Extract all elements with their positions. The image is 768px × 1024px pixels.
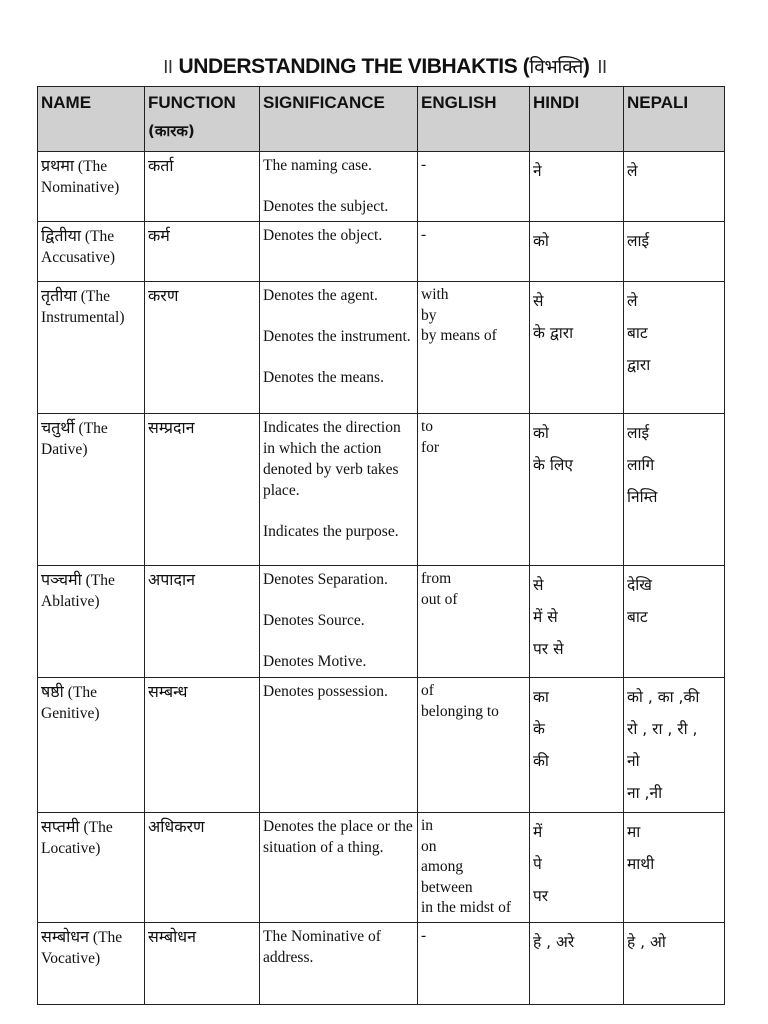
english-line: from <box>421 570 452 587</box>
cell-function: सम्बोधन <box>145 923 260 1005</box>
significance-line: Denotes the agent. <box>263 287 378 304</box>
cell-name <box>38 152 145 222</box>
case-name-devanagari: षष्ठी <box>41 682 64 701</box>
cell-nepali <box>624 566 725 678</box>
cell-hindi <box>530 414 624 566</box>
table-row <box>38 813 725 923</box>
nepali-line: लाई <box>627 232 650 250</box>
cell-name <box>38 678 145 813</box>
hindi-line: हे , अरे <box>533 933 575 951</box>
significance-line: Denotes the subject. <box>263 198 389 215</box>
cell-hindi <box>530 566 624 678</box>
hindi-line: को <box>533 424 549 442</box>
cell-name <box>38 222 145 282</box>
english-line: by <box>421 306 437 324</box>
hindi-line: ने <box>533 162 542 180</box>
hindi-line: में <box>533 823 543 841</box>
english-line: belonging to <box>421 702 499 720</box>
nepali-line: द्वारा <box>627 356 651 374</box>
hindi-line: में से <box>533 608 558 626</box>
cell-function: अधिकरण <box>145 813 260 923</box>
case-name-english: (The Instrumental) <box>41 288 125 326</box>
case-name-english: (The Dative) <box>41 420 108 458</box>
hindi-line: पर से <box>533 640 564 658</box>
english-line: in the midst of <box>421 899 511 916</box>
nepali-line: देखि <box>627 576 652 594</box>
header-significance: SIGNIFICANCE <box>260 87 418 152</box>
english-line: on <box>421 837 437 855</box>
cell-name <box>38 414 145 566</box>
english-line: with <box>421 286 449 303</box>
significance-line: Denotes Source. <box>263 612 365 629</box>
cell-hindi <box>530 152 624 222</box>
title-main-text: UNDERSTANDING THE VIBHAKTIS ( <box>178 55 530 78</box>
significance-line: Denotes possession. <box>263 683 388 700</box>
cell-significance <box>260 923 418 1005</box>
nepali-line: निम्ति <box>627 488 658 506</box>
cell-english <box>418 414 530 566</box>
cell-nepali <box>624 152 725 222</box>
case-name-english: (The Vocative) <box>41 929 123 967</box>
english-line: - <box>421 927 427 944</box>
page-title <box>0 52 768 80</box>
hindi-line: से <box>533 292 544 310</box>
table-row <box>38 566 725 678</box>
cell-significance <box>260 414 418 566</box>
english-line: by means of <box>421 327 497 344</box>
english-line: of <box>421 682 434 699</box>
cell-english <box>418 152 530 222</box>
cell-name <box>38 282 145 414</box>
header-nepali: NEPALI <box>624 87 725 152</box>
nepali-line: लाई <box>627 424 650 442</box>
cell-function: कर्ता <box>145 152 260 222</box>
nepali-line: को , का ,की <box>627 688 700 706</box>
case-name-english: (The Locative) <box>41 819 113 857</box>
significance-line: The naming case. <box>263 157 372 174</box>
hindi-line: की <box>533 752 549 770</box>
cell-function: सम्बन्ध <box>145 678 260 813</box>
cell-hindi <box>530 813 624 923</box>
cell-english <box>418 813 530 923</box>
hindi-line: से <box>533 576 544 594</box>
cell-function: अपादान <box>145 566 260 678</box>
table-row <box>38 152 725 222</box>
significance-line: Denotes the means. <box>263 369 384 386</box>
hindi-line: के <box>533 720 545 738</box>
hindi-line: पर <box>533 887 549 905</box>
cell-nepali <box>624 813 725 923</box>
cell-significance <box>260 222 418 282</box>
nepali-line: लागि <box>627 456 655 474</box>
nepali-line: नो <box>627 752 640 770</box>
nepali-line: ले <box>627 292 638 310</box>
significance-line: Denotes the place or the situation of a thing. <box>263 818 413 856</box>
vibhakti-table <box>37 86 725 1005</box>
title-devanagari: विभक्ति <box>529 56 583 78</box>
cell-nepali <box>624 414 725 566</box>
case-name-devanagari: सप्तमी <box>41 817 80 836</box>
cell-english <box>418 566 530 678</box>
significance-line: Indicates the direction in which the action denoted by verb takes place. <box>263 419 401 499</box>
nepali-line: ना ,नी <box>627 784 663 802</box>
hindi-line: पे <box>533 855 542 873</box>
cell-english <box>418 923 530 1005</box>
title-right-danda: ॥ <box>594 55 608 78</box>
significance-line: Denotes Separation. <box>263 571 388 588</box>
cell-nepali <box>624 923 725 1005</box>
header-name: NAME <box>38 87 145 152</box>
cell-significance <box>260 678 418 813</box>
header-row <box>38 87 725 152</box>
case-name-devanagari: सम्बोधन <box>41 927 90 946</box>
english-line: - <box>421 226 427 243</box>
hindi-line: के द्वारा <box>533 324 574 342</box>
case-name-english: (The Genitive) <box>41 684 100 722</box>
case-name-english: (The Ablative) <box>41 572 115 610</box>
cell-name <box>38 923 145 1005</box>
nepali-line: हे , ओ <box>627 933 666 951</box>
nepali-line: बाट <box>627 324 648 342</box>
case-name-devanagari: प्रथमा <box>41 156 75 175</box>
cell-function: कर्म <box>145 222 260 282</box>
english-line: - <box>421 156 427 173</box>
header-english: ENGLISH <box>418 87 530 152</box>
header-function: FUNCTION (कारक) <box>145 87 260 152</box>
header-function-sub: (कारक) <box>148 122 195 140</box>
case-name-devanagari: तृतीया <box>41 286 77 305</box>
hindi-line: को <box>533 232 549 250</box>
table-row <box>38 923 725 1005</box>
cell-name <box>38 813 145 923</box>
cell-hindi <box>530 282 624 414</box>
cell-significance <box>260 566 418 678</box>
case-name-english: (The Accusative) <box>41 228 116 266</box>
case-name-devanagari: पञ्चमी <box>41 570 82 589</box>
cell-english <box>418 678 530 813</box>
cell-english <box>418 222 530 282</box>
header-hindi: HINDI <box>530 87 624 152</box>
significance-line: Denotes the instrument. <box>263 328 411 345</box>
significance-line: Denotes Motive. <box>263 653 367 670</box>
english-line: between <box>421 878 473 896</box>
nepali-line: रो , रा , री , <box>627 720 698 738</box>
english-line: in <box>421 817 434 834</box>
nepali-line: बाट <box>627 608 648 626</box>
cell-significance <box>260 813 418 923</box>
cell-significance <box>260 152 418 222</box>
nepali-line: ले <box>627 162 638 180</box>
cell-hindi <box>530 923 624 1005</box>
title-left-danda: ॥ <box>160 55 174 78</box>
cell-name <box>38 566 145 678</box>
cell-significance <box>260 282 418 414</box>
english-line: out of <box>421 590 458 608</box>
significance-line: Denotes the object. <box>263 227 383 244</box>
cell-hindi <box>530 222 624 282</box>
cell-function: करण <box>145 282 260 414</box>
table-row <box>38 222 725 282</box>
case-name-devanagari: द्वितीया <box>41 226 82 245</box>
cell-hindi <box>530 678 624 813</box>
hindi-line: के लिए <box>533 456 573 474</box>
case-name-english: (The Nominative) <box>41 158 120 196</box>
table-row <box>38 678 725 813</box>
title-close-paren: ) <box>582 55 590 78</box>
cell-english <box>418 282 530 414</box>
english-line: for <box>421 438 440 456</box>
nepali-line: मा <box>627 823 641 841</box>
english-line: to <box>421 418 434 435</box>
cell-nepali <box>624 222 725 282</box>
table-row <box>38 414 725 566</box>
significance-line: Indicates the purpose. <box>263 523 399 540</box>
cell-function: सम्प्रदान <box>145 414 260 566</box>
english-line: among <box>421 858 464 875</box>
significance-line: The Nominative of address. <box>263 928 381 966</box>
cell-nepali <box>624 678 725 813</box>
nepali-line: माथी <box>627 855 655 873</box>
cell-nepali <box>624 282 725 414</box>
table-row <box>38 282 725 414</box>
hindi-line: का <box>533 688 549 706</box>
case-name-devanagari: चतुर्थी <box>41 418 75 437</box>
